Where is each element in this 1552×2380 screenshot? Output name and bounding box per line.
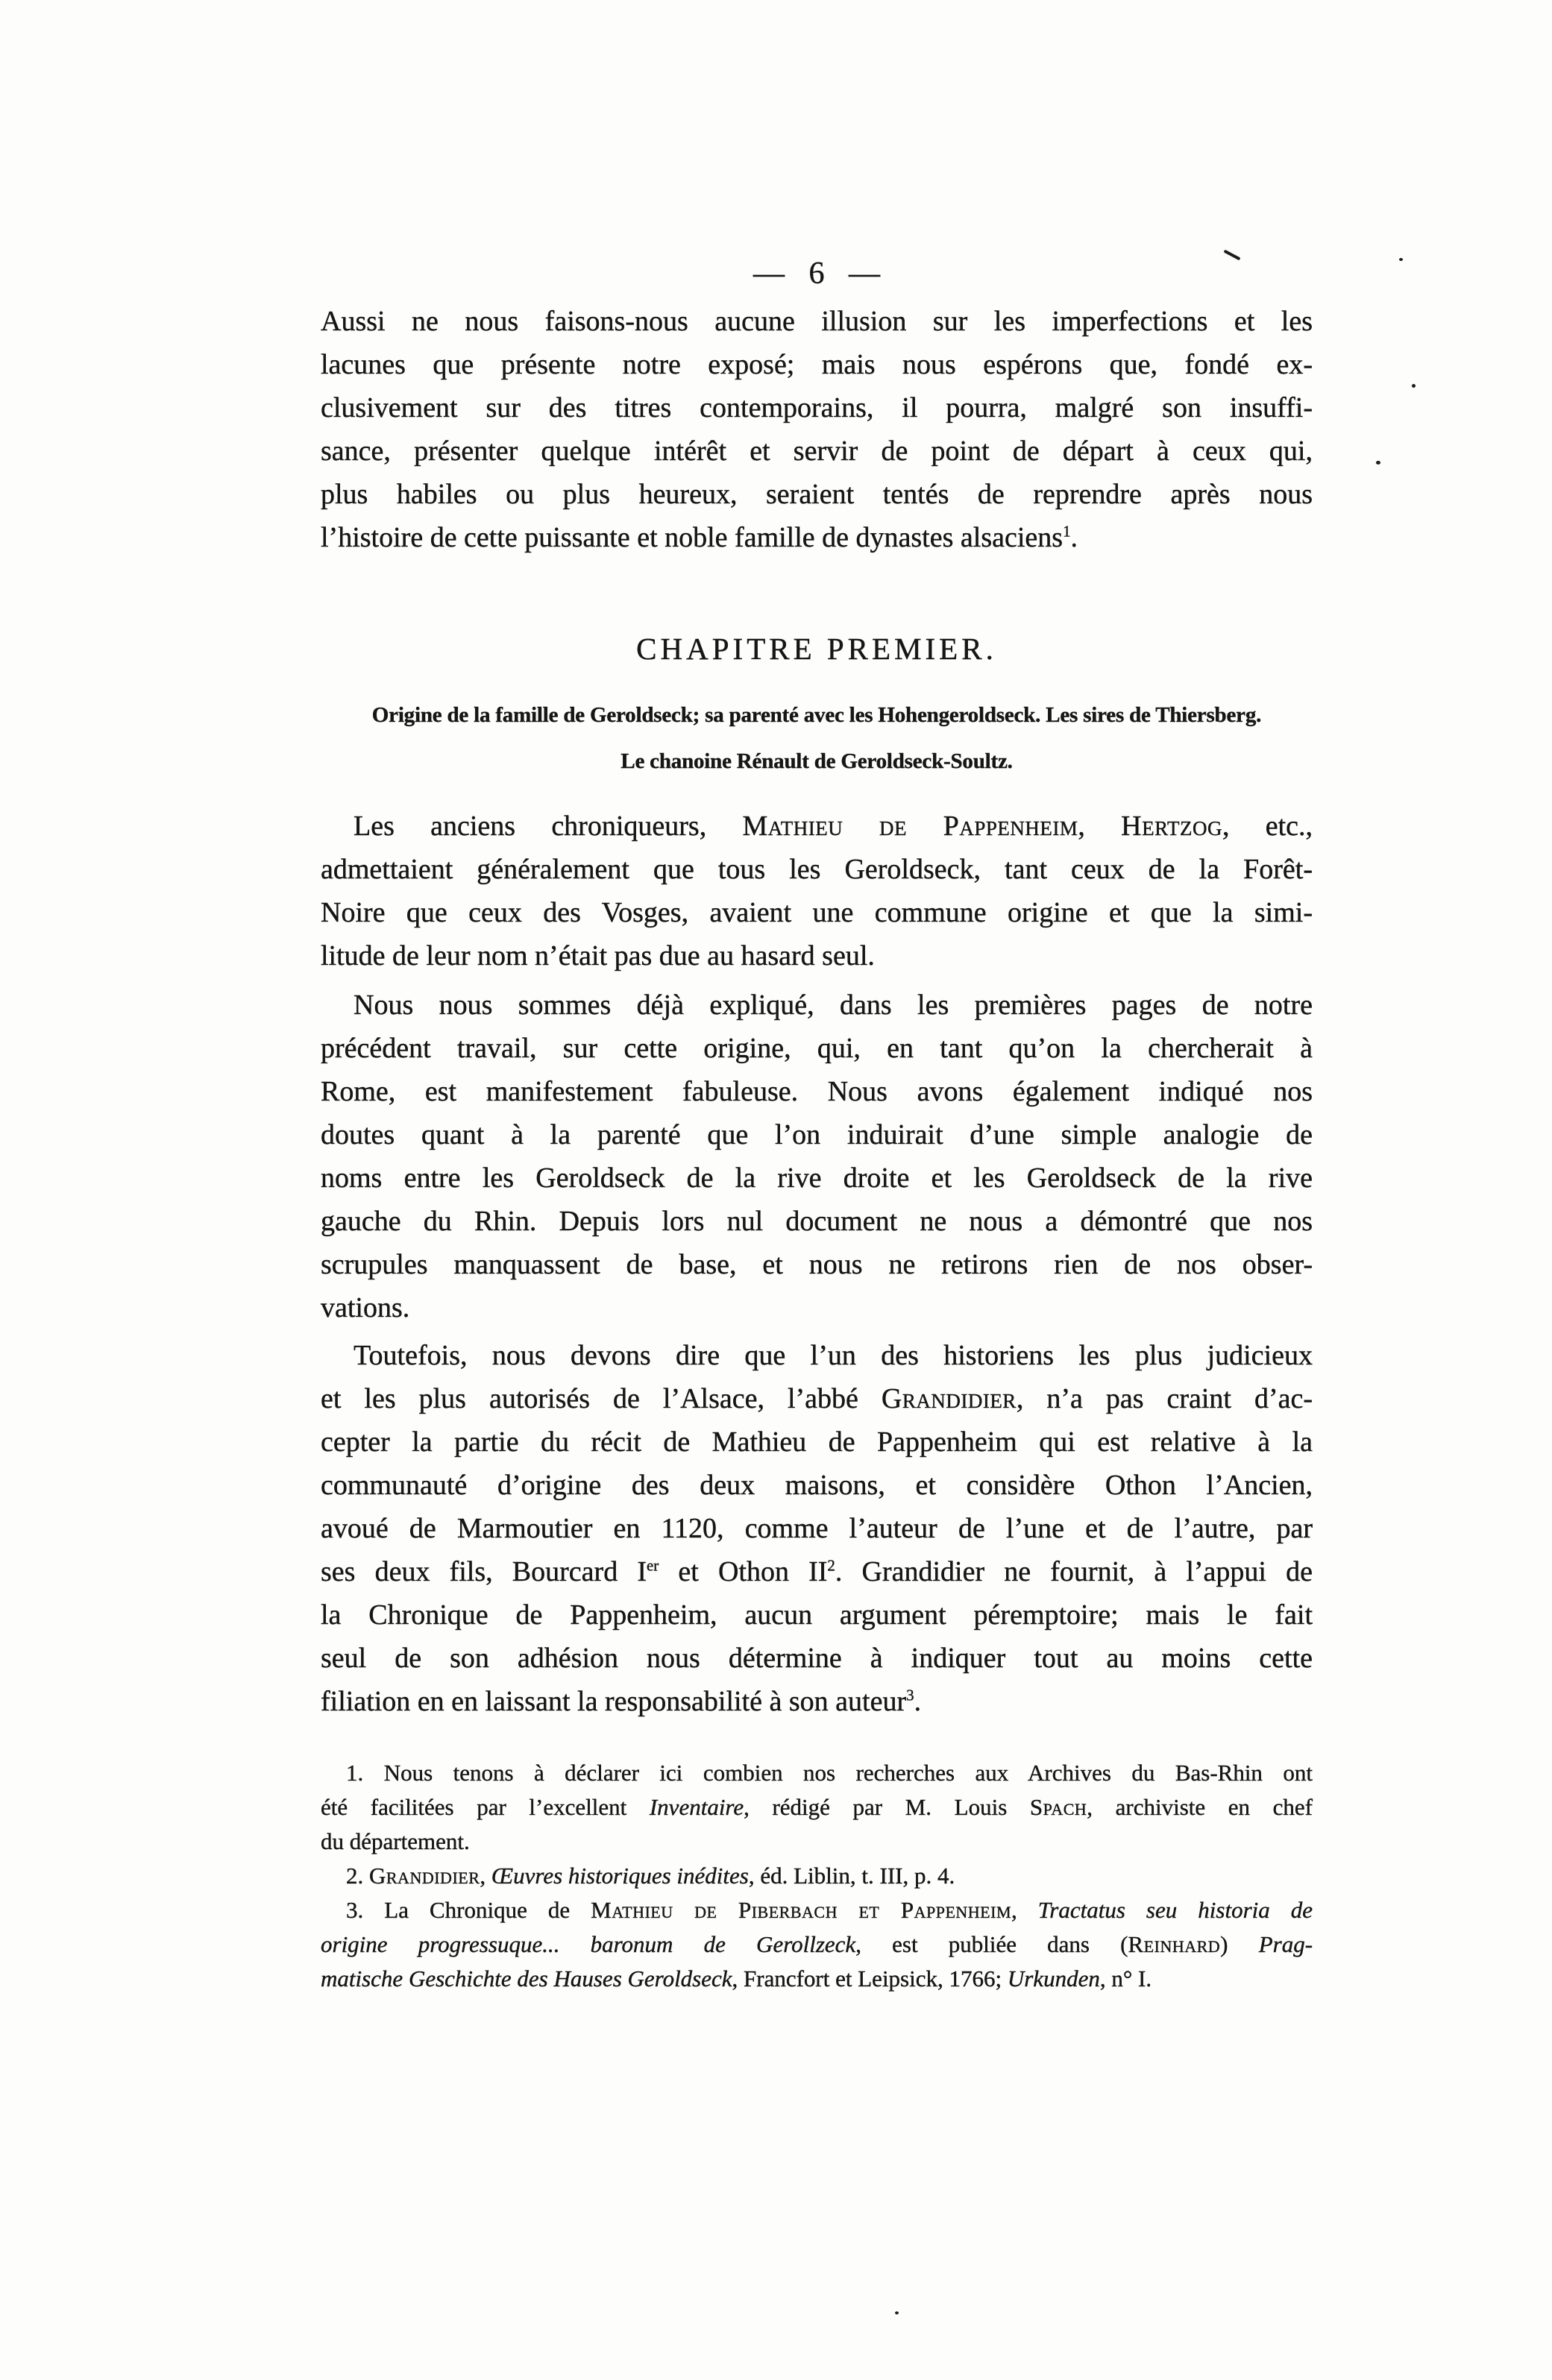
text-line: filiation en en laissant la responsabilité à son auteur$^3$. [321, 1686, 922, 1717]
text-line: du département. [321, 1828, 470, 1854]
text-line: ses deux fils, Bourcard Ier et Othon $II^2$. Grandidier ne fournit, à l’appui de [321, 1556, 1313, 1587]
text-line: et les plus autorisés de l’Alsace, l’abbé Grandidier, n’a pas craint d’ac- [321, 1383, 1313, 1414]
text-line: plus habiles ou plus heureux, seraient tentés de reprendre après nous [321, 479, 1313, 510]
paragraph-grandidier [321, 1334, 1313, 1723]
text-line: communauté d’origine des deux maisons, et considère Othon l’Ancien, [321, 1470, 1313, 1501]
text-line: noms entre les Geroldseck de la rive droite et les Geroldseck de la rive [321, 1162, 1313, 1194]
text-line: lacunes que présente notre exposé; mais nous espérons que, fondé ex- [321, 349, 1313, 380]
text-line: Toutefois, nous devons dire que l’un des historiens les plus judicieux [354, 1340, 1313, 1371]
text-line: Rome, est manifestement fabuleuse. Nous avons également indiqué nos [321, 1076, 1313, 1107]
text-line: matische Geschichte des Hauses Geroldseck, Francfort et Leipsick, 1766; Urkunden, n° I. [321, 1965, 1152, 1992]
text-line: Nous nous sommes déjà expliqué, dans les premières pages de notre [354, 989, 1313, 1021]
text-line: vations. [321, 1292, 410, 1323]
paragraph-origine [321, 983, 1313, 1329]
text-line: précédent travail, sur cette origine, qui, en tant qu’on la chercherait à [321, 1033, 1313, 1064]
footnote-1 [321, 1756, 1313, 1859]
chapter-summary-line: Origine de la famille de Geroldseck; sa parenté avec les Hohengeroldseck. Les sires de Thiersberg. [371, 703, 1262, 727]
text-line: clusivement sur des titres contemporains, il pourra, malgré son insuffi- [321, 392, 1313, 424]
text-line: l’histoire de cette puissante et noble famille de dynastes alsaciens$^1$. [321, 522, 1078, 553]
footnote-3 [321, 1893, 1313, 1996]
text-line: 2. Grandidier, Œuvres historiques inédites, éd. Liblin, t. III, p. 4. [346, 1863, 955, 1889]
chapter-heading: CHAPITRE PREMIER. [636, 632, 997, 666]
scan-speck [1399, 258, 1403, 261]
text-line: cepter la partie du récit de Mathieu de Pappenheim qui est relative à la [321, 1426, 1313, 1458]
scan-speck [1376, 461, 1380, 465]
scan-speck [895, 2311, 899, 2314]
text-line: seul de son adhésion nous détermine à indiquer tout au moins cette [321, 1643, 1313, 1674]
text-line: avoué de Marmoutier en 1120, comme l’auteur de l’une et de l’autre, par [321, 1513, 1313, 1544]
text-line: doutes quant à la parenté que l’on induirait d’une simple analogie de [321, 1119, 1313, 1150]
text-line: litude de leur nom n’était pas due au hasard seul. [321, 940, 875, 972]
text-line: admettaient généralement que tous les Geroldseck, tant ceux de la Forêt- [321, 854, 1313, 885]
text-line: origine progressuque... baronum de Gerollzeck, est publiée dans (Reinhard) Prag- [321, 1931, 1313, 1957]
text-line: sance, présenter quelque intérêt et servir de point de départ à ceux qui, [321, 435, 1313, 467]
footnote-2 [321, 1859, 1313, 1893]
page-number: — 6 — [753, 256, 880, 291]
chapter-summary [242, 692, 1391, 784]
text-line: gauche du Rhin. Depuis lors nul document ne nous a démontré que nos [321, 1206, 1313, 1237]
text-line: la Chronique de Pappenheim, aucun argument péremptoire; mais le fait [321, 1599, 1313, 1631]
chapter-summary-line: Le chanoine Rénault de Geroldseck-Soultz. [621, 749, 1013, 773]
paragraph-chroniqueurs [321, 805, 1313, 978]
text-line: Aussi ne nous faisons-nous aucune illusion sur les imperfections et les [321, 306, 1313, 337]
text-line: été facilitées par l’excellent Inventaire, rédigé par M. Louis Spach, archiviste en chef [321, 1794, 1313, 1820]
text-line: 1. Nous tenons à déclarer ici combien nos recherches aux Archives du Bas-Rhin ont [346, 1760, 1313, 1786]
text-line: 3. La Chronique de Mathieu de Piberbach et Pappenheim, Tractatus seu historia de [346, 1897, 1313, 1923]
text-line: scrupules manquassent de base, et nous ne retirons rien de nos obser- [321, 1249, 1313, 1280]
text-line: Noire que ceux des Vosges, avaient une commune origine et que la simi- [321, 897, 1313, 928]
footnotes-section [321, 1756, 1313, 1996]
text-line: Les anciens chroniqueurs, Mathieu de Pappenheim, Hertzog, etc., [354, 810, 1313, 842]
intro-paragraph [321, 300, 1313, 559]
scan-speck [1412, 384, 1416, 388]
